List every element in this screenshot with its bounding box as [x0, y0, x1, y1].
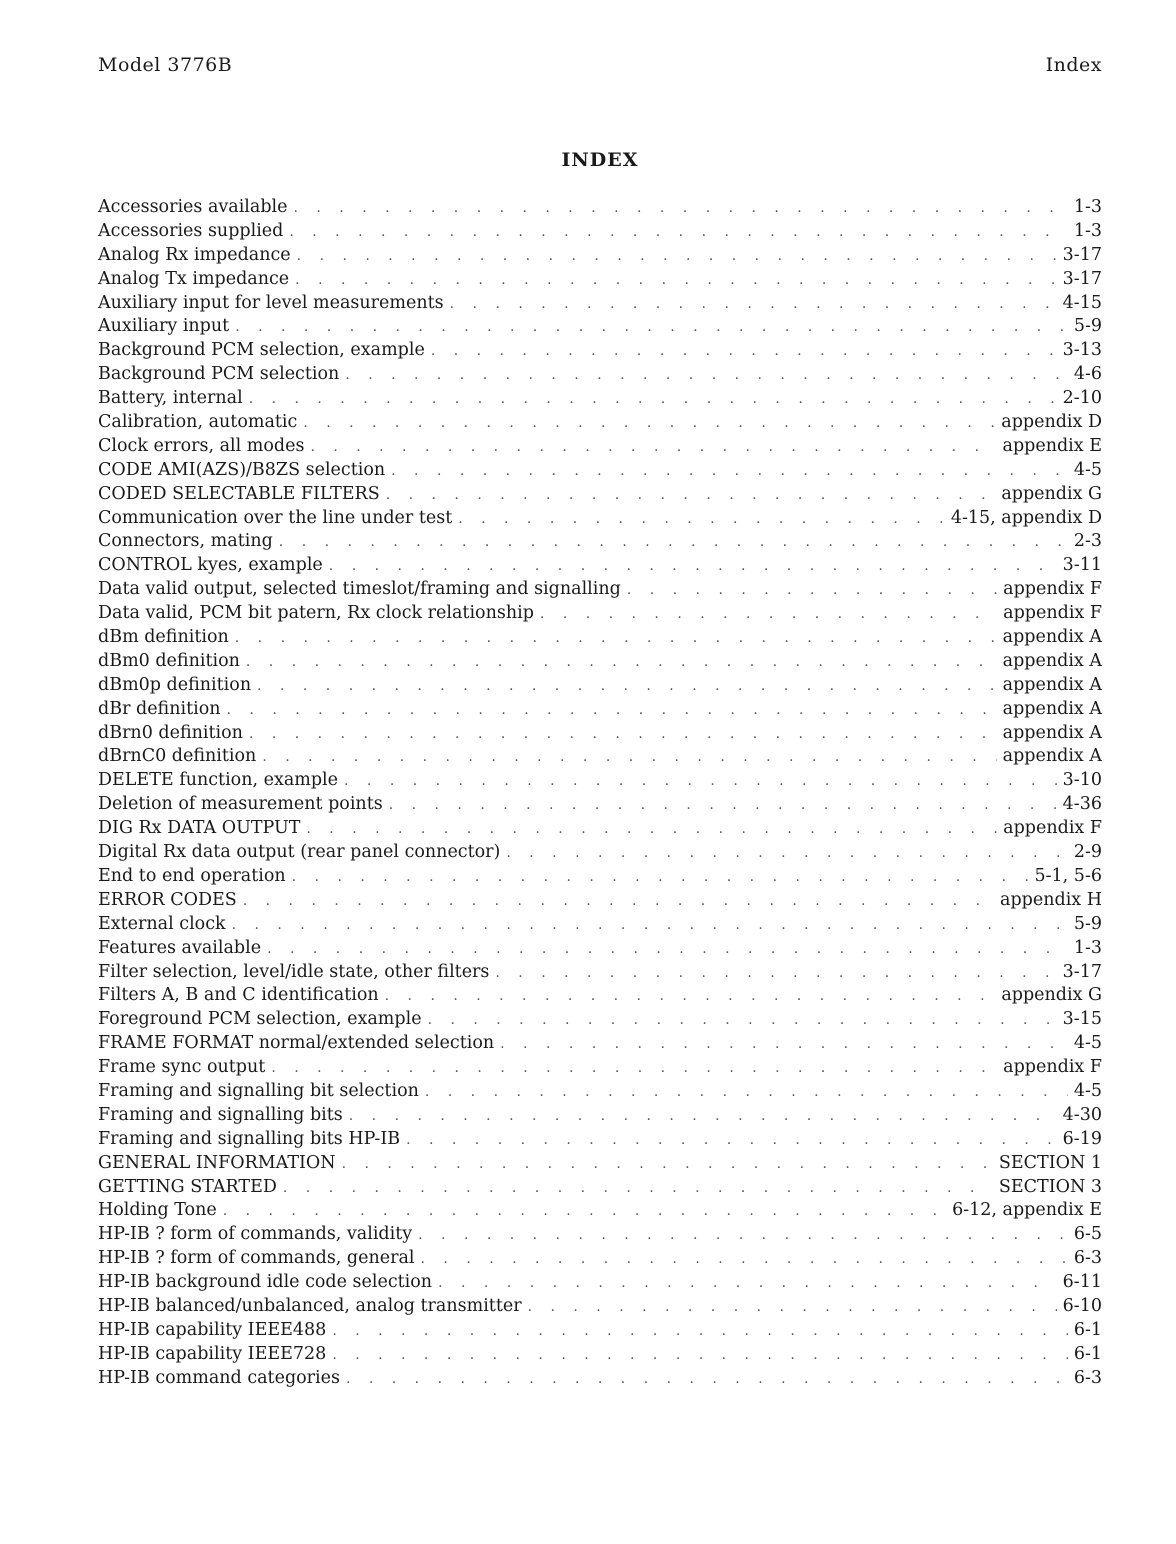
dot-leader: [342, 1156, 993, 1172]
dot-leader: [428, 1012, 1057, 1028]
index-entry: [98, 1177, 1102, 1201]
index-entry: [98, 985, 1102, 1009]
index-term: DIG Rx DATA OUTPUT: [98, 818, 301, 839]
index-entry: [98, 914, 1102, 938]
index-page-ref: 1-3: [1073, 220, 1102, 241]
index-page-ref: appendix G: [1001, 985, 1102, 1006]
index-page-ref: 3-17: [1062, 244, 1102, 265]
index-term: Data valid output, selected timeslot/framing and signalling: [98, 579, 621, 600]
index-entry: [98, 1320, 1102, 1344]
dot-leader: [329, 558, 1057, 574]
index-term: dBm0 definition: [98, 650, 240, 671]
index-entry: [98, 508, 1102, 532]
index-term: Framing and signalling bits HP-IB: [98, 1128, 401, 1149]
index-entry: [98, 794, 1102, 818]
dot-leader: [310, 439, 996, 455]
dot-leader: [232, 917, 1068, 933]
dot-leader: [385, 988, 996, 1004]
index-entry: [98, 1129, 1102, 1153]
index-page-ref: 5-1, 5-6: [1034, 865, 1102, 886]
dot-leader: [431, 343, 1057, 359]
index-entry: [98, 221, 1102, 245]
index-term: Data valid, PCM bit patern, Rx clock relationship: [98, 603, 534, 624]
index-term: HP-IB ? form of commands, general: [98, 1248, 415, 1269]
dot-leader: [346, 1371, 1068, 1387]
index-entry: [98, 1272, 1102, 1296]
dot-leader: [389, 797, 1057, 813]
index-entry: [98, 962, 1102, 986]
dot-leader: [249, 726, 997, 742]
index-page-ref: 4-15, appendix D: [950, 507, 1102, 528]
index-term: Accessories available: [98, 197, 288, 217]
index-term: Battery, internal: [98, 388, 243, 409]
dot-leader: [506, 845, 1067, 861]
dot-leader: [425, 1084, 1068, 1100]
index-term: Analog Tx impedance: [98, 268, 290, 289]
index-page-ref: 2-9: [1073, 842, 1102, 863]
dot-leader: [294, 200, 1068, 216]
index-term: dBrn0 definition: [98, 722, 243, 743]
index-page-ref: appendix F: [1003, 579, 1102, 600]
index-term: CONTROL kyes, example: [98, 555, 323, 576]
index-page-ref: 6-1: [1073, 1343, 1102, 1364]
index-term: Background PCM selection: [98, 364, 340, 385]
index-term: FRAME FORMAT normal/extended selection: [98, 1033, 495, 1054]
dot-leader: [257, 678, 997, 694]
index-term: Accessories supplied: [98, 220, 284, 241]
index-term: Deletion of measurement points: [98, 794, 383, 815]
index-entry: [98, 1081, 1102, 1105]
dot-leader: [458, 511, 945, 527]
index-term: Foreground PCM selection, example: [98, 1009, 422, 1030]
index-page-ref: 6-1: [1073, 1319, 1102, 1340]
index-term: Analog Rx impedance: [98, 244, 291, 265]
index-term: Auxiliary input for level measurements: [98, 292, 444, 313]
index-page-ref: 6-19: [1062, 1128, 1102, 1149]
index-entry: [98, 603, 1102, 627]
dot-leader: [386, 487, 996, 503]
index-entry: [98, 651, 1102, 675]
index-entry: [98, 269, 1102, 293]
index-page-ref: 3-15: [1062, 1009, 1102, 1030]
index-entry: [98, 746, 1102, 770]
index-page-ref: 4-36: [1062, 794, 1102, 815]
index-term: CODE AMI(AZS)/B8ZS selection: [98, 459, 386, 480]
dot-leader: [540, 606, 997, 622]
index-page-ref: 6-12, appendix E: [952, 1200, 1102, 1221]
index-entry: [98, 938, 1102, 962]
index-page-ref: appendix D: [1001, 412, 1102, 433]
index-page-ref: 4-30: [1062, 1104, 1102, 1125]
index-entry: [98, 675, 1102, 699]
dot-leader: [243, 893, 994, 909]
dot-leader: [418, 1227, 1068, 1243]
dot-leader: [306, 821, 997, 837]
index-page-ref: 6-3: [1073, 1367, 1102, 1388]
section-label: Index: [1045, 54, 1102, 76]
index-entry: [98, 460, 1102, 484]
index-entry: [98, 579, 1102, 603]
index-term: Connectors, mating: [98, 531, 273, 552]
index-page-ref: 1-3: [1073, 197, 1102, 217]
dot-leader: [297, 248, 1057, 264]
dot-leader: [223, 1203, 946, 1219]
index-entry: [98, 699, 1102, 723]
index-entry: [98, 1057, 1102, 1081]
index-term: Filter selection, level/idle state, other filters: [98, 961, 490, 982]
dot-leader: [450, 296, 1057, 312]
index-page-ref: appendix A: [1002, 698, 1102, 719]
dot-leader: [235, 630, 997, 646]
index-term: Filters A, B and C identification: [98, 985, 379, 1006]
index-entry: [98, 1033, 1102, 1057]
dot-leader: [303, 415, 995, 431]
index-page-ref: appendix F: [1003, 603, 1102, 624]
dot-leader: [227, 702, 997, 718]
index-entry: [98, 1296, 1102, 1320]
index-term: HP-IB background idle code selection: [98, 1272, 433, 1293]
dot-leader: [349, 1108, 1057, 1124]
dot-leader: [627, 582, 997, 598]
index-page-ref: 2-10: [1062, 388, 1102, 409]
dot-leader: [528, 1299, 1057, 1315]
index-page-ref: 6-11: [1062, 1272, 1102, 1293]
index-entry: [98, 484, 1102, 508]
index-term: HP-IB ? form of commands, validity: [98, 1224, 413, 1245]
dot-leader: [332, 1347, 1068, 1363]
index-page-ref: 4-15: [1062, 292, 1102, 313]
index-page-ref: 3-13: [1062, 340, 1102, 361]
dot-leader: [406, 1132, 1057, 1148]
index-term: HP-IB balanced/unbalanced, analog transmitter: [98, 1295, 522, 1316]
index-term: Holding Tone: [98, 1200, 217, 1221]
dot-leader: [235, 319, 1068, 335]
index-term: Digital Rx data output (rear panel connector): [98, 842, 501, 863]
dot-leader: [262, 749, 996, 765]
index-page-ref: appendix A: [1002, 722, 1102, 743]
index-page-ref: 2-3: [1073, 531, 1102, 552]
index-page-ref: 3-17: [1062, 961, 1102, 982]
index-page-ref: appendix E: [1002, 435, 1102, 456]
index-page-ref: 4-5: [1073, 1033, 1102, 1054]
index-page-ref: SECTION 1: [998, 1152, 1102, 1173]
dot-leader: [267, 941, 1068, 957]
index-page-ref: appendix H: [1000, 889, 1102, 910]
index-entry: [98, 1153, 1102, 1177]
index-page-ref: 1-3: [1073, 937, 1102, 958]
index-entry: [98, 531, 1102, 555]
index-list: [98, 197, 1102, 1392]
index-page-ref: 5-9: [1073, 913, 1102, 934]
index-entry: [98, 245, 1102, 269]
index-page-ref: appendix A: [1002, 650, 1102, 671]
index-entry: [98, 770, 1102, 794]
index-entry: [98, 412, 1102, 436]
index-term: Clock errors, all modes: [98, 435, 305, 456]
index-page-ref: 3-11: [1062, 555, 1102, 576]
index-entry: [98, 842, 1102, 866]
index-page-ref: 4-5: [1073, 1080, 1102, 1101]
index-entry: [98, 1105, 1102, 1129]
index-entry: [98, 316, 1102, 340]
dot-leader: [246, 654, 997, 670]
index-entry: [98, 866, 1102, 890]
index-term: End to end operation: [98, 865, 286, 886]
index-term: dBr definition: [98, 698, 221, 719]
dot-leader: [289, 224, 1067, 240]
index-term: HP-IB capability IEEE488: [98, 1319, 327, 1340]
index-entry: [98, 340, 1102, 364]
index-page-ref: 5-9: [1073, 316, 1102, 337]
index-page-ref: 6-10: [1062, 1295, 1102, 1316]
index-page-ref: appendix F: [1003, 1057, 1102, 1078]
index-term: Features available: [98, 937, 262, 958]
dot-leader: [283, 1180, 993, 1196]
dot-leader: [500, 1036, 1068, 1052]
index-term: CODED SELECTABLE FILTERS: [98, 483, 380, 504]
index-entry: [98, 818, 1102, 842]
page-header: [98, 54, 1102, 78]
index-entry: [98, 723, 1102, 747]
dot-leader: [332, 1323, 1068, 1339]
index-page-ref: appendix F: [1003, 818, 1102, 839]
index-term: dBm definition: [98, 627, 229, 648]
index-term: Background PCM selection, example: [98, 340, 425, 361]
index-term: GETTING STARTED: [98, 1176, 277, 1197]
dot-leader: [279, 534, 1068, 550]
index-entry: [98, 197, 1102, 221]
index-page-ref: 4-5: [1073, 459, 1102, 480]
index-term: dBrnC0 definition: [98, 746, 257, 767]
index-entry: [98, 388, 1102, 412]
index-term: External clock: [98, 913, 226, 934]
index-entry: [98, 1200, 1102, 1224]
index-entry: [98, 1009, 1102, 1033]
index-page-ref: SECTION 3: [998, 1176, 1102, 1197]
page-title: INDEX: [561, 149, 639, 171]
index-entry: [98, 555, 1102, 579]
index-entry: [98, 364, 1102, 388]
index-entry: [98, 1224, 1102, 1248]
index-term: ERROR CODES: [98, 889, 237, 910]
index-term: DELETE function, example: [98, 770, 339, 791]
dot-leader: [292, 869, 1029, 885]
index-term: Framing and signalling bit selection: [98, 1080, 419, 1101]
index-page-ref: 3-10: [1062, 770, 1102, 791]
index-page-ref: appendix A: [1002, 627, 1102, 648]
dot-leader: [295, 272, 1057, 288]
index-term: Framing and signalling bits: [98, 1104, 343, 1125]
index-entry: [98, 890, 1102, 914]
model-label: Model 3776B: [98, 54, 233, 76]
dot-leader: [344, 773, 1057, 789]
index-term: Auxiliary input: [98, 316, 230, 337]
index-page-ref: 6-3: [1073, 1248, 1102, 1269]
dot-leader: [345, 367, 1068, 383]
dot-leader: [438, 1275, 1057, 1291]
index-page-ref: appendix A: [1002, 674, 1102, 695]
index-entry: [98, 1248, 1102, 1272]
index-term: dBm0p definition: [98, 674, 252, 695]
index-term: Communication over the line under test: [98, 507, 453, 528]
dot-leader: [391, 463, 1068, 479]
index-entry: [98, 1344, 1102, 1368]
index-entry: [98, 293, 1102, 317]
index-page-ref: 6-5: [1073, 1224, 1102, 1245]
index-term: GENERAL INFORMATION: [98, 1152, 336, 1173]
dot-leader: [495, 965, 1056, 981]
index-term: HP-IB command categories: [98, 1367, 340, 1388]
index-page-ref: 3-17: [1062, 268, 1102, 289]
index-entry: [98, 436, 1102, 460]
dot-leader: [421, 1251, 1068, 1267]
index-page-ref: appendix G: [1001, 483, 1102, 504]
index-term: Calibration, automatic: [98, 412, 298, 433]
index-term: HP-IB capability IEEE728: [98, 1343, 327, 1364]
index-term: Frame sync output: [98, 1057, 266, 1078]
index-page-ref: appendix A: [1002, 746, 1102, 767]
dot-leader: [271, 1060, 997, 1076]
index-page-ref: 4-6: [1073, 364, 1102, 385]
dot-leader: [249, 391, 1057, 407]
index-entry: [98, 627, 1102, 651]
index-entry: [98, 1368, 1102, 1392]
